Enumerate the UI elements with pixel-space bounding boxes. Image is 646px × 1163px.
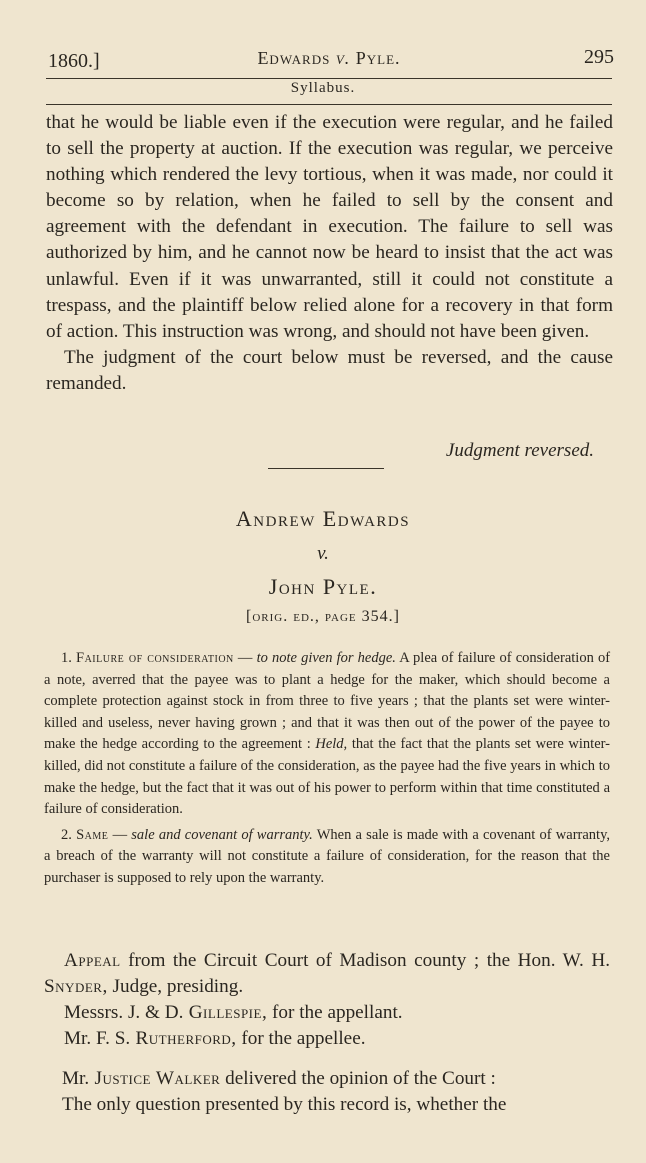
appeal-court: from the Circuit Court of Madison county ; the Hon. W. H. — [120, 950, 610, 971]
header-rule — [46, 78, 612, 79]
headnote-1-text: A plea of failure of consideration of a note, averred that the payee was to plant a hedge for the maker, which should become a complete protection against stock in from three to five years ; that the plants set were winter-killed and useless, never having grown ; and that it was then out of the power of the payee to make the hedge according to the agreement : — [44, 650, 611, 753]
headnote-2-text: When a sale is made with a covenant of warranty, a breach of the warranty will not constitute a failure of consideration, for the reason that the purchaser is supposed to rely upon the warranty. — [44, 826, 611, 886]
appellee-name: Rutherford, — [130, 1028, 237, 1049]
headnote-1 — [44, 648, 610, 821]
header-page-number: 295 — [584, 46, 614, 68]
headnote-2-number: 2. — [61, 826, 72, 843]
opinion-text: The only question presented by this record is, whether the — [62, 1094, 507, 1115]
headnote-2-subtitle: sale and covenant of warranty. — [131, 826, 313, 843]
headnote-1-text2: that the fact that the plants set were winter-killed, did not constitute a failure of the consideration, as the payee had the five years in which to make the hedge, but the fact that it was out of his power to perform within that time constituted a failure of consideration. — [44, 736, 611, 818]
opinion-delivered: delivered the opinion of the Court : — [220, 1068, 496, 1089]
judge-name: Snyder, — [44, 976, 108, 997]
opinion-intro — [44, 1066, 610, 1092]
judgment-line: Judgment reversed. — [445, 440, 594, 461]
appellant-name: Gillespie, — [183, 1002, 268, 1023]
headnotes — [44, 648, 610, 890]
original-edition-reference: [orig. ed., page 354.] — [246, 608, 400, 625]
opinion-mr: Mr. — [62, 1068, 90, 1089]
running-header — [44, 44, 614, 74]
case-party-1: Andrew Edwards — [235, 506, 411, 531]
body-paragraph-2: The judgment of the court below must be reversed, and the cause remanded. — [46, 346, 613, 394]
headnote-1-subtitle: to note given for hedge. — [256, 650, 396, 666]
syllabus-label: Syllabus. — [290, 80, 356, 96]
case-party-2: John Pyle. — [268, 574, 378, 599]
header-title-part2: Pyle. — [355, 48, 401, 68]
header-title — [44, 48, 614, 69]
appellee-rest: for the appellee. — [236, 1028, 366, 1049]
appeal-block — [44, 948, 610, 1052]
appellant-rest: for the appellant. — [267, 1002, 403, 1023]
appeal-word: Appeal — [64, 950, 121, 971]
headnote-2-dash: — — [108, 826, 132, 843]
judge-rest: Judge, presiding. — [107, 976, 244, 997]
headnote-1-held: Held, — [310, 736, 348, 753]
appellee-prefix: Mr. F. S. — [64, 1028, 131, 1049]
headnote-2 — [44, 825, 610, 890]
body-paragraph-1: that he would be liable even if the execution were regular, and he failed to sell the property at auction. If the execution was regular, we perceive nothing which rendered the levy tortious, when it was made, nor could it become so by relation, when he failed to sell by the consent and agreement with the defendant in execution. The failure to sell was authorized by him, and he cannot now be heard to insist that the act was unlawful. Even if it was unwarranted, still it could not constitute a trespass, and the plaintiff below relied alone for a recovery in that form of action. This instruction was wrong, and should not have been given. — [46, 112, 613, 342]
header-year: 1860.] — [48, 50, 100, 72]
headnote-1-number: 1. — [61, 650, 72, 666]
opinion-start — [44, 1066, 610, 1118]
header-title-v: v. — [335, 48, 351, 68]
case-versus: v. — [317, 543, 329, 564]
appellee-counsel — [44, 1026, 610, 1052]
headnote-2-title: Same — [76, 826, 109, 843]
header-title-part1: Edwards — [257, 48, 331, 68]
appeal-line — [44, 948, 610, 1000]
justice-name: Justice Walker — [89, 1068, 221, 1089]
headnote-1-title: Failure of consideration — [76, 650, 234, 666]
syllabus-rule — [46, 104, 612, 105]
opinion-continuation — [46, 110, 613, 397]
appellant-prefix: Messrs. J. & D. — [64, 1002, 184, 1023]
appellant-counsel — [44, 1000, 610, 1026]
headnote-1-dash: — — [233, 650, 257, 666]
section-divider — [268, 468, 384, 469]
